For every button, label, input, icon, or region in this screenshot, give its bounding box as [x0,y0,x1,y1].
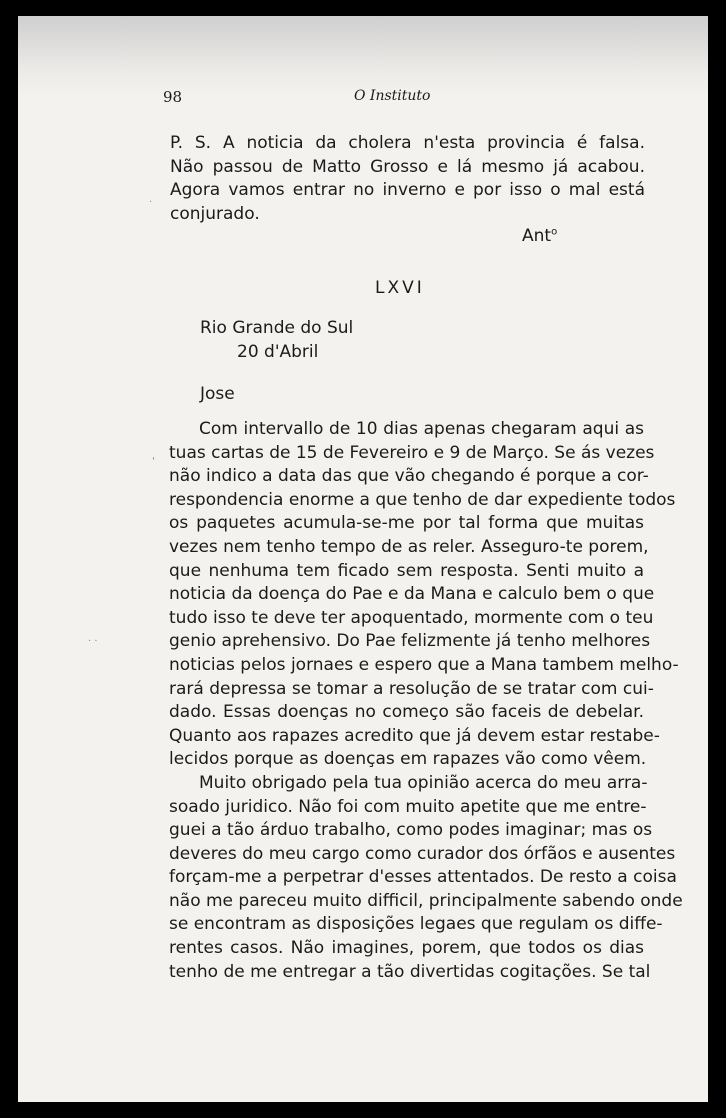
postscript-line: conjurado. [170,203,260,224]
signature [522,226,557,246]
letter-date: 20 d'Abril [237,342,319,362]
body-line: lecidos porque as doenças em rapazes vão como vêem. [169,749,647,770]
body-line: dado. Essas doenças no começo são faceis de debelar. [169,702,644,723]
body-line: Com intervallo de 10 dias apenas chegaram aqui as [199,419,644,439]
scan-speck: . . [88,633,98,644]
body-line: não indico a data das que vão chegando é porque a cor- [169,466,649,487]
letter-place: Rio Grande do Sul [200,318,354,338]
postscript-line: P. S. A noticia da cholera n'esta provincia é falsa. [170,133,645,153]
body-line: tenho de me entregar a tão divertidas cogitações. Se tal [169,961,651,982]
body-line: os paquetes acumula-se-me por tal forma que muitas [169,513,644,534]
scan-speck: . [149,194,153,205]
body-line: deveres do meu cargo como curador dos órfãos e ausentes [169,843,676,864]
body-line: que nenhuma tem ficado sem resposta. Senti muito a [169,560,644,581]
running-title: O Instituto [354,88,431,104]
body-line: tudo isso te deve ter apoquentado, mormente com o teu [169,607,654,628]
body-line: rará depressa se tomar a resolução de se tratar com cui- [169,678,654,699]
body-line: se encontram as disposições legaes que regulam os diffe- [169,914,663,935]
body-line: Muito obrigado pela tua opinião acerca do meu arra- [199,772,648,793]
page-header [18,88,708,112]
page-number: 98 [163,88,183,106]
postscript-line: Não passou de Matto Grosso e lá mesmo já acabou. [170,156,645,177]
body-line: genio aprehensivo. Do Pae felizmente já tenho melhores [169,631,651,652]
body-line: respondencia enorme a que tenho de dar expediente todos [169,489,676,510]
signature-superscript: o [551,226,558,238]
body-line: noticias pelos jornaes e espero que a Mana tambem melho- [169,654,679,675]
scan-shadow [18,16,708,96]
body-line: rentes casos. Não imagines, porem, que todos os dias [169,938,644,959]
letter-salutation: Jose [200,384,235,404]
body-line: não me pareceu muito difficil, principalmente sabendo onde [169,890,683,911]
body-line: guei a tão árduo trabalho, como podes imaginar; mas os [169,820,653,841]
chapter-heading: LXVI [375,278,425,298]
letter-body [169,418,683,984]
body-line: Quanto aos rapazes acredito que já devem estar restabe- [169,725,660,746]
book-page [18,16,708,1102]
body-line: vezes nem tenho tempo de as reler. Asseguro-te porem, [169,536,649,557]
signature-text: Ant [522,226,552,246]
scan-speck: ' [152,456,155,467]
body-line: noticia da doença do Pae e da Mana e calculo bem o que [169,584,655,605]
body-line: tuas cartas de 15 de Fevereiro e 9 de Março. Se ás vezes [169,442,655,463]
body-line: forçam-me a perpetrar d'esses attentados. De resto a coisa [169,867,677,888]
postscript [170,132,645,226]
body-line: soado juridico. Não foi com muito apetite que me entre- [169,796,647,817]
postscript-line: Agora vamos entrar no inverno e por isso o mal está [170,180,645,201]
